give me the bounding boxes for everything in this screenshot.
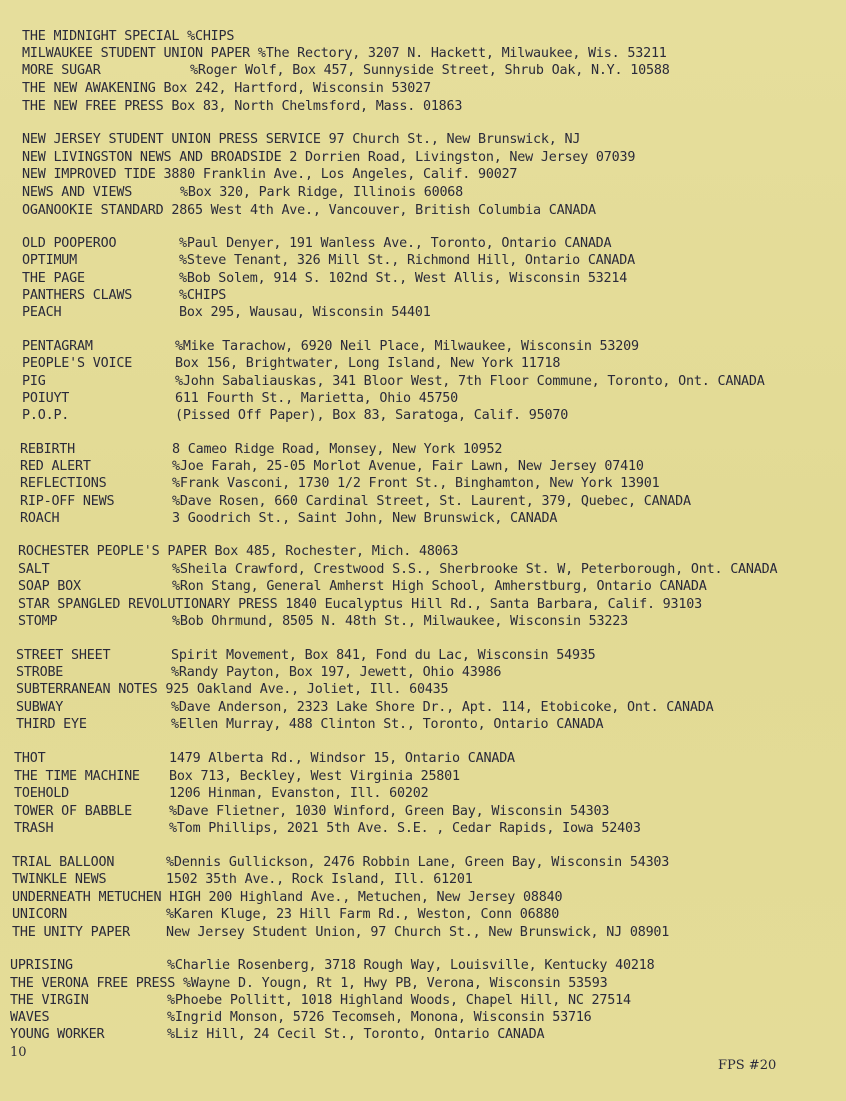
page-number: 10 xyxy=(10,1045,27,1060)
entry-title: POIUYT xyxy=(22,391,70,406)
entry-title: NEWS AND VIEWS xyxy=(22,185,133,200)
entry-address: %Dave Anderson, 2323 Lake Shore Dr., Apt. 114, Etobicoke, Ont. CANADA xyxy=(171,700,714,715)
entry-title: ROACH xyxy=(20,511,60,526)
entry-text: SUBTERRANEAN NOTES 925 Oakland Ave., Joliet, Ill. 60435 xyxy=(16,682,449,697)
entry-text: MILWAUKEE STUDENT UNION PAPER %The Rectory, 3207 N. Hackett, Milwaukee, Wis. 53211 xyxy=(22,46,667,61)
entry-title: SUBWAY xyxy=(16,700,64,715)
entry-title: THE TIME MACHINE xyxy=(14,769,140,784)
entry-title: TOEHOLD xyxy=(14,786,70,801)
entry-title: OPTIMUM xyxy=(22,253,78,268)
entry-title: OLD POOPEROO xyxy=(22,236,117,251)
entry-title: STROBE xyxy=(16,665,64,680)
entry-title: PIG xyxy=(22,374,46,389)
entry-title: TOWER OF BABBLE xyxy=(14,804,132,819)
entry-title: UPRISING xyxy=(10,958,73,973)
entry-title: THE PAGE xyxy=(22,271,85,286)
entry-title: MORE SUGAR xyxy=(22,63,101,78)
entry-text: STAR SPANGLED REVOLUTIONARY PRESS 1840 Eucalyptus Hill Rd., Santa Barbara, Calif. 93103 xyxy=(18,597,702,612)
entry-address: %Bob Solem, 914 S. 102nd St., West Allis, Wisconsin 53214 xyxy=(179,271,628,286)
entry-title: UNICORN xyxy=(12,907,68,922)
entry-address: %Ingrid Monson, 5726 Tecomseh, Monona, Wisconsin 53716 xyxy=(167,1010,592,1025)
entry-title: PEOPLE'S VOICE xyxy=(22,356,133,371)
entry-text: THE MIDNIGHT SPECIAL %CHIPS xyxy=(22,29,235,44)
entry-title: TRIAL BALLOON xyxy=(12,855,115,870)
entry-text: UNDERNEATH METUCHEN HIGH 200 Highland Ave., Metuchen, New Jersey 08840 xyxy=(12,890,563,905)
entry-title: REBIRTH xyxy=(20,442,76,457)
entry-title: SALT xyxy=(18,562,50,577)
entry-address: %Frank Vasconi, 1730 1/2 Front St., Binghamton, New York 13901 xyxy=(172,476,660,491)
entry-address: %Ron Stang, General Amherst High School, Amherstburg, Ontario CANADA xyxy=(172,579,707,594)
entry-address: %Roger Wolf, Box 457, Sunnyside Street, Shrub Oak, N.Y. 10588 xyxy=(190,63,670,78)
entry-address: %Dennis Gullickson, 2476 Robbin Lane, Green Bay, Wisconsin 54303 xyxy=(166,855,670,870)
entry-title: PENTAGRAM xyxy=(22,339,93,354)
entry-address: %Charlie Rosenberg, 3718 Rough Way, Louisville, Kentucky 40218 xyxy=(167,958,655,973)
entry-address: %Dave Flietner, 1030 Winford, Green Bay, Wisconsin 54303 xyxy=(169,804,610,819)
entry-address: Box 295, Wausau, Wisconsin 54401 xyxy=(179,305,431,320)
entry-title: P.O.P. xyxy=(22,408,70,423)
entry-title: REFLECTIONS xyxy=(20,476,107,491)
entry-address: %Joe Farah, 25-05 Morlot Avenue, Fair Lawn, New Jersey 07410 xyxy=(172,459,644,474)
entry-address: 1206 Hinman, Evanston, Ill. 60202 xyxy=(169,786,429,801)
entry-text: OGANOOKIE STANDARD 2865 West 4th Ave., Vancouver, British Columbia CANADA xyxy=(22,203,596,218)
entry-title: YOUNG WORKER xyxy=(10,1027,105,1042)
entry-address: %Tom Phillips, 2021 5th Ave. S.E. , Cedar Rapids, Iowa 52403 xyxy=(169,821,641,836)
entry-address: %Mike Tarachow, 6920 Neil Place, Milwaukee, Wisconsin 53209 xyxy=(175,339,639,354)
entry-title: THE UNITY PAPER xyxy=(12,925,130,940)
entry-address: %Box 320, Park Ridge, Illinois 60068 xyxy=(180,185,464,200)
entry-address: %Randy Payton, Box 197, Jewett, Ohio 43986 xyxy=(171,665,502,680)
entry-title: TWINKLE NEWS xyxy=(12,872,107,887)
entry-text: THE NEW FREE PRESS Box 83, North Chelmsford, Mass. 01863 xyxy=(22,99,463,114)
entry-address: %Ellen Murray, 488 Clinton St., Toronto, Ontario CANADA xyxy=(171,717,604,732)
entry-address: 611 Fourth St., Marietta, Ohio 45750 xyxy=(175,391,459,406)
entry-address: Box 156, Brightwater, Long Island, New York 11718 xyxy=(175,356,561,371)
entry-title: RIP-OFF NEWS xyxy=(20,494,115,509)
entry-address: %Phoebe Pollitt, 1018 Highland Woods, Chapel Hill, NC 27514 xyxy=(167,993,631,1008)
entry-address: Box 713, Beckley, West Virginia 25801 xyxy=(169,769,460,784)
entry-address: (Pissed Off Paper), Box 83, Saratoga, Calif. 95070 xyxy=(175,408,569,423)
entry-title: THIRD EYE xyxy=(16,717,87,732)
entry-title: THOT xyxy=(14,751,46,766)
entry-title: STREET SHEET xyxy=(16,648,111,663)
entry-address: 8 Cameo Ridge Road, Monsey, New York 10952 xyxy=(172,442,503,457)
entry-address: %Steve Tenant, 326 Mill St., Richmond Hill, Ontario CANADA xyxy=(179,253,635,268)
entry-address: Spirit Movement, Box 841, Fond du Lac, Wisconsin 54935 xyxy=(171,648,596,663)
entry-address: %Dave Rosen, 660 Cardinal Street, St. Laurent, 379, Quebec, CANADA xyxy=(172,494,691,509)
entry-title: THE VIRGIN xyxy=(10,993,89,1008)
entry-title: TRASH xyxy=(14,821,54,836)
entry-address: %CHIPS xyxy=(179,288,227,303)
entry-address: %Karen Kluge, 23 Hill Farm Rd., Weston, Conn 06880 xyxy=(166,907,560,922)
entry-title: STOMP xyxy=(18,614,58,629)
entry-text: ROCHESTER PEOPLE'S PAPER Box 485, Rochester, Mich. 48063 xyxy=(18,544,459,559)
entry-text: NEW LIVINGSTON NEWS AND BROADSIDE 2 Dorrien Road, Livingston, New Jersey 07039 xyxy=(22,150,636,165)
entry-address: 1502 35th Ave., Rock Island, Ill. 61201 xyxy=(166,872,473,887)
entry-title: PANTHERS CLAWS xyxy=(22,288,133,303)
entry-address: New Jersey Student Union, 97 Church St., New Brunswick, NJ 08901 xyxy=(166,925,670,940)
entry-address: 3 Goodrich St., Saint John, New Brunswick, CANADA xyxy=(172,511,558,526)
entry-title: PEACH xyxy=(22,305,62,320)
entry-address: %Sheila Crawford, Crestwood S.S., Sherbrooke St. W, Peterborough, Ont. CANADA xyxy=(172,562,778,577)
entry-title: WAVES xyxy=(10,1010,50,1025)
entry-address: %Bob Ohrmund, 8505 N. 48th St., Milwaukee, Wisconsin 53223 xyxy=(172,614,628,629)
entry-title: RED ALERT xyxy=(20,459,91,474)
issue-label: FPS #20 xyxy=(718,1058,777,1073)
entry-address: %Liz Hill, 24 Cecil St., Toronto, Ontario CANADA xyxy=(167,1027,545,1042)
entry-text: NEW IMPROVED TIDE 3880 Franklin Ave., Los Angeles, Calif. 90027 xyxy=(22,167,518,182)
entry-text: THE NEW AWAKENING Box 242, Hartford, Wisconsin 53027 xyxy=(22,81,431,96)
entry-address: %John Sabaliauskas, 341 Bloor West, 7th Floor Commune, Toronto, Ont. CANADA xyxy=(175,374,765,389)
entry-address: 1479 Alberta Rd., Windsor 15, Ontario CANADA xyxy=(169,751,515,766)
entry-text: NEW JERSEY STUDENT UNION PRESS SERVICE 97 Church St., New Brunswick, NJ xyxy=(22,132,581,147)
entry-text: THE VERONA FREE PRESS %Wayne D. Yougn, Rt 1, Hwy PB, Verona, Wisconsin 53593 xyxy=(10,976,608,991)
entry-address: %Paul Denyer, 191 Wanless Ave., Toronto, Ontario CANADA xyxy=(179,236,612,251)
entry-title: SOAP BOX xyxy=(18,579,81,594)
